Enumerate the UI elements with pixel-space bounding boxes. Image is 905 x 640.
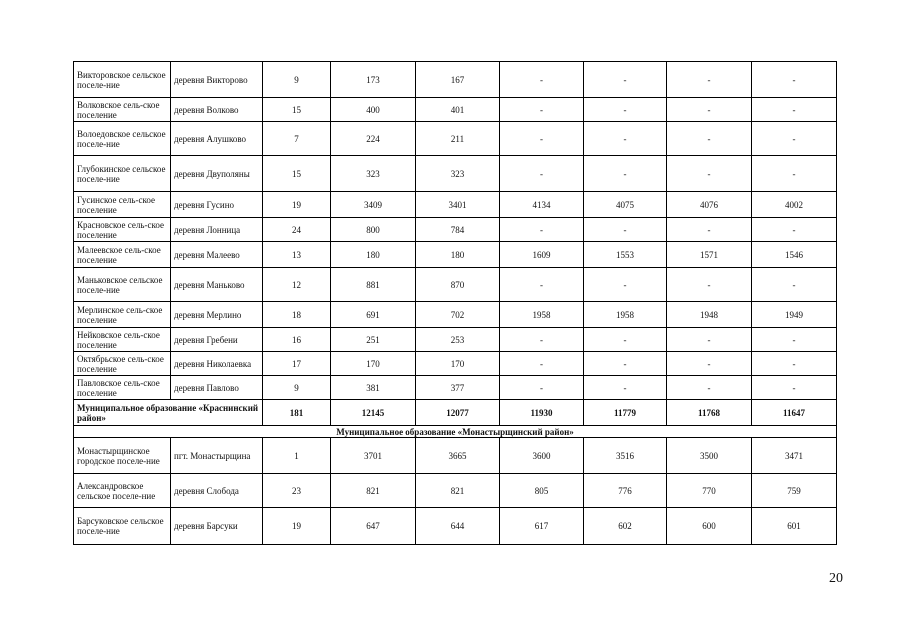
cell-village: деревня Николаевка	[171, 352, 263, 376]
cell-count: 7	[263, 122, 331, 156]
cell-v6: -	[752, 376, 837, 400]
cell-v1: 224	[331, 122, 416, 156]
cell-v4: -	[584, 156, 667, 192]
cell-count: 15	[263, 98, 331, 122]
cell-count: 18	[263, 302, 331, 328]
cell-count: 1	[263, 438, 331, 474]
section-title: Муниципальное образование «Монастырщинский район»	[74, 426, 837, 438]
cell-v5: 3500	[667, 438, 752, 474]
table-body-monastyrshchinsky	[74, 438, 837, 545]
cell-v4: -	[584, 218, 667, 242]
cell-count: 9	[263, 62, 331, 98]
total-v1: 12145	[331, 400, 416, 426]
total-count: 181	[263, 400, 331, 426]
cell-v3: 1609	[500, 242, 584, 268]
cell-v6: -	[752, 62, 837, 98]
cell-v6: 3471	[752, 438, 837, 474]
table-row-total	[74, 400, 837, 426]
cell-v3: -	[500, 156, 584, 192]
cell-settlement: Нейковское сель-ское поселение	[74, 328, 171, 352]
cell-v3: 617	[500, 508, 584, 545]
total-label: Муниципальное образование «Краснинский район»	[74, 400, 263, 426]
cell-village: деревня Викторово	[171, 62, 263, 98]
cell-village: деревня Маньково	[171, 268, 263, 302]
cell-village: деревня Барсуки	[171, 508, 263, 545]
cell-v3: -	[500, 98, 584, 122]
cell-v6: -	[752, 122, 837, 156]
total-v4: 11779	[584, 400, 667, 426]
cell-v1: 173	[331, 62, 416, 98]
cell-settlement: Александровское сельское поселе-ние	[74, 474, 171, 508]
cell-v1: 691	[331, 302, 416, 328]
cell-v6: 1546	[752, 242, 837, 268]
cell-v1: 323	[331, 156, 416, 192]
table-row	[74, 62, 837, 98]
cell-v1: 881	[331, 268, 416, 302]
cell-v4: 4075	[584, 192, 667, 218]
table-row	[74, 438, 837, 474]
cell-v4: 1958	[584, 302, 667, 328]
table-body-krasninsky	[74, 62, 837, 400]
cell-v3: -	[500, 328, 584, 352]
cell-village: деревня Гусино	[171, 192, 263, 218]
table-row	[74, 328, 837, 352]
cell-v4: -	[584, 328, 667, 352]
cell-v1: 180	[331, 242, 416, 268]
cell-v6: -	[752, 352, 837, 376]
cell-v1: 251	[331, 328, 416, 352]
table-row-section	[74, 426, 837, 438]
cell-v5: -	[667, 122, 752, 156]
cell-settlement: Волковское сель-ское поселение	[74, 98, 171, 122]
cell-v2: 3665	[416, 438, 500, 474]
cell-v6: -	[752, 98, 837, 122]
table-row	[74, 98, 837, 122]
cell-v2: 644	[416, 508, 500, 545]
cell-v4: 776	[584, 474, 667, 508]
total-v3: 11930	[500, 400, 584, 426]
cell-v1: 400	[331, 98, 416, 122]
cell-v6: -	[752, 156, 837, 192]
cell-v3: 805	[500, 474, 584, 508]
table-row	[74, 156, 837, 192]
cell-v5: -	[667, 98, 752, 122]
cell-v2: 3401	[416, 192, 500, 218]
cell-village: деревня Волково	[171, 98, 263, 122]
cell-village: деревня Гребени	[171, 328, 263, 352]
cell-v3: -	[500, 218, 584, 242]
cell-v2: 167	[416, 62, 500, 98]
cell-settlement: Красновское сель-ское поселение	[74, 218, 171, 242]
cell-v1: 800	[331, 218, 416, 242]
cell-v3: 4134	[500, 192, 584, 218]
cell-count: 16	[263, 328, 331, 352]
cell-v2: 211	[416, 122, 500, 156]
cell-village: деревня Лонница	[171, 218, 263, 242]
total-v2: 12077	[416, 400, 500, 426]
cell-v3: -	[500, 376, 584, 400]
cell-count: 23	[263, 474, 331, 508]
cell-v3: 3600	[500, 438, 584, 474]
table-row	[74, 302, 837, 328]
cell-count: 24	[263, 218, 331, 242]
cell-village: деревня Слобода	[171, 474, 263, 508]
cell-v4: 602	[584, 508, 667, 545]
table-row	[74, 122, 837, 156]
cell-village: пгт. Монастырщина	[171, 438, 263, 474]
table-row	[74, 376, 837, 400]
cell-v5: 770	[667, 474, 752, 508]
cell-village: деревня Павлово	[171, 376, 263, 400]
table-row	[74, 508, 837, 545]
cell-v2: 180	[416, 242, 500, 268]
cell-v4: -	[584, 62, 667, 98]
cell-settlement: Глубокинское сельское поселе-ние	[74, 156, 171, 192]
cell-v1: 3409	[331, 192, 416, 218]
cell-v2: 870	[416, 268, 500, 302]
cell-v5: 1571	[667, 242, 752, 268]
cell-v5: -	[667, 62, 752, 98]
total-v6: 11647	[752, 400, 837, 426]
cell-count: 12	[263, 268, 331, 302]
cell-v2: 702	[416, 302, 500, 328]
cell-settlement: Павловское сель-ское поселение	[74, 376, 171, 400]
cell-count: 19	[263, 508, 331, 545]
cell-v4: -	[584, 98, 667, 122]
table-row	[74, 218, 837, 242]
cell-v5: 600	[667, 508, 752, 545]
table-row	[74, 352, 837, 376]
cell-v3: -	[500, 122, 584, 156]
total-row-group	[74, 400, 837, 438]
cell-settlement: Барсуковское сельское поселе-ние	[74, 508, 171, 545]
cell-count: 13	[263, 242, 331, 268]
cell-village: деревня Мерлино	[171, 302, 263, 328]
cell-v6: -	[752, 268, 837, 302]
cell-settlement: Малеевское сель-ское поселение	[74, 242, 171, 268]
cell-v5: -	[667, 268, 752, 302]
cell-v4: -	[584, 268, 667, 302]
cell-v4: 3516	[584, 438, 667, 474]
cell-count: 17	[263, 352, 331, 376]
table-row	[74, 474, 837, 508]
cell-settlement: Маньковское сельское поселе-ние	[74, 268, 171, 302]
cell-v4: -	[584, 352, 667, 376]
total-v5: 11768	[667, 400, 752, 426]
cell-settlement: Мерлинское сель-ское поселение	[74, 302, 171, 328]
population-table	[73, 61, 837, 545]
cell-v2: 253	[416, 328, 500, 352]
cell-settlement: Викторовское сельское поселе-ние	[74, 62, 171, 98]
cell-v3: -	[500, 268, 584, 302]
cell-v6: -	[752, 218, 837, 242]
cell-v1: 821	[331, 474, 416, 508]
cell-v2: 784	[416, 218, 500, 242]
cell-v4: -	[584, 376, 667, 400]
cell-v5: 4076	[667, 192, 752, 218]
cell-v6: 759	[752, 474, 837, 508]
cell-village: деревня Алушково	[171, 122, 263, 156]
cell-v5: -	[667, 352, 752, 376]
cell-village: деревня Двуполяны	[171, 156, 263, 192]
cell-settlement: Волоедовское сельское поселе-ние	[74, 122, 171, 156]
cell-count: 19	[263, 192, 331, 218]
cell-v5: 1948	[667, 302, 752, 328]
cell-count: 15	[263, 156, 331, 192]
table-row	[74, 192, 837, 218]
cell-v4: 1553	[584, 242, 667, 268]
cell-v1: 3701	[331, 438, 416, 474]
cell-v5: -	[667, 376, 752, 400]
cell-v2: 323	[416, 156, 500, 192]
cell-v1: 170	[331, 352, 416, 376]
cell-v6: 601	[752, 508, 837, 545]
cell-v2: 377	[416, 376, 500, 400]
cell-v3: 1958	[500, 302, 584, 328]
table-row	[74, 242, 837, 268]
cell-village: деревня Малеево	[171, 242, 263, 268]
cell-v4: -	[584, 122, 667, 156]
cell-v3: -	[500, 352, 584, 376]
cell-v5: -	[667, 156, 752, 192]
cell-v2: 401	[416, 98, 500, 122]
cell-v2: 170	[416, 352, 500, 376]
cell-v5: -	[667, 218, 752, 242]
cell-count: 9	[263, 376, 331, 400]
cell-v1: 381	[331, 376, 416, 400]
cell-v6: -	[752, 328, 837, 352]
cell-v6: 4002	[752, 192, 837, 218]
cell-v2: 821	[416, 474, 500, 508]
cell-v3: -	[500, 62, 584, 98]
cell-settlement: Октябрьское сель-ское поселение	[74, 352, 171, 376]
cell-v5: -	[667, 328, 752, 352]
cell-v1: 647	[331, 508, 416, 545]
cell-settlement: Гусинское сель-ское поселение	[74, 192, 171, 218]
cell-v6: 1949	[752, 302, 837, 328]
cell-settlement: Монастырщинское городское поселе-ние	[74, 438, 171, 474]
table-row	[74, 268, 837, 302]
page-number: 20	[829, 571, 843, 586]
